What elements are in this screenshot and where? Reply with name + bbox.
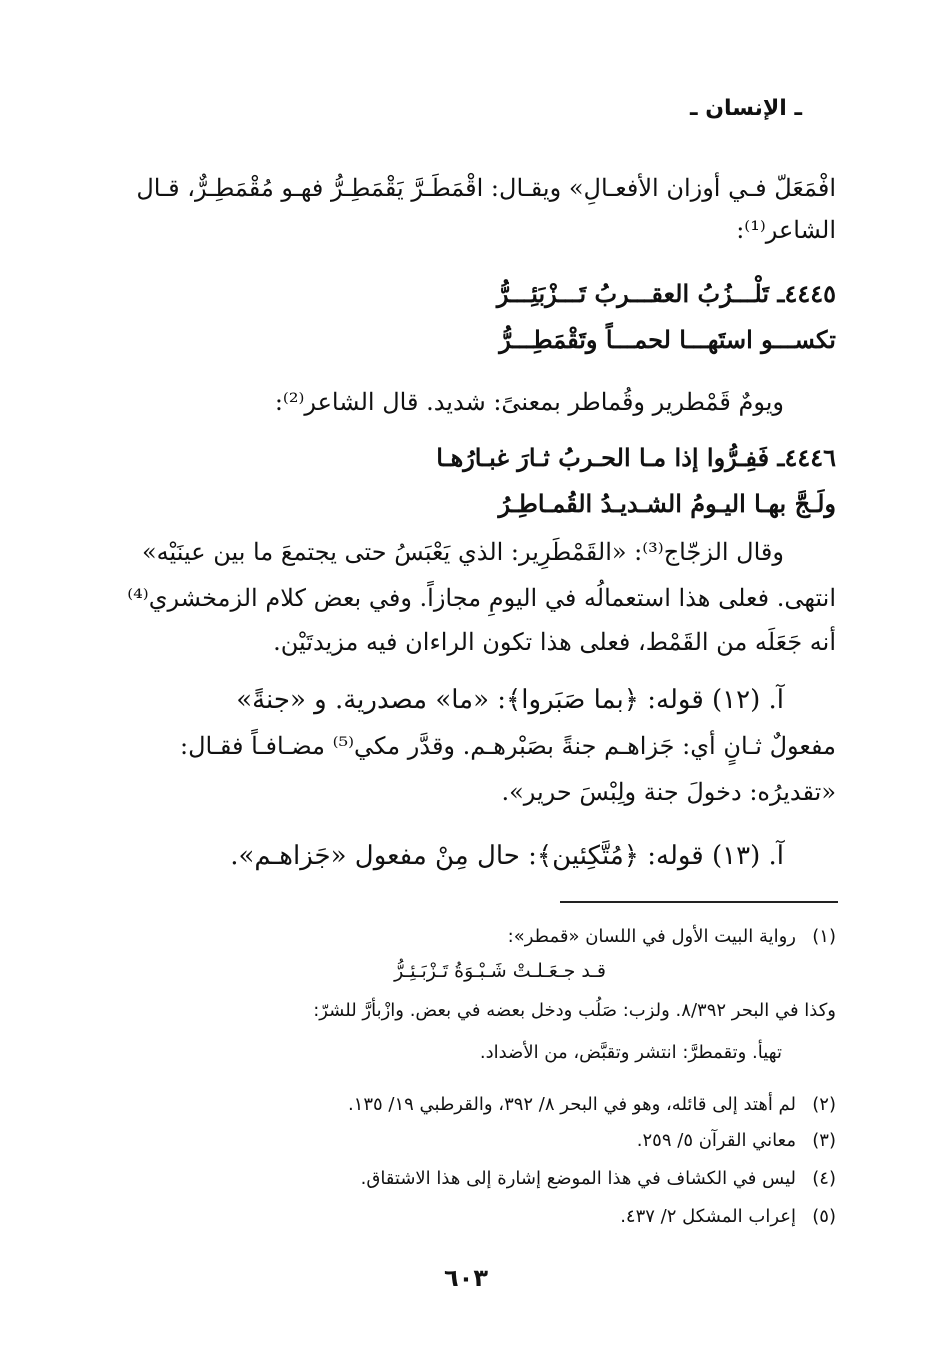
text-line: ويومٌ قَمْطرير وقُماطر بمعنىً: شديد. قال الشاعر⁽²⁾: xyxy=(274,388,784,416)
footnote xyxy=(508,924,836,950)
text-line: الشاعر⁽¹⁾: xyxy=(736,216,836,244)
footnote xyxy=(361,1166,836,1192)
footnote-text: معاني القرآن ٥/ ٢٥٩. xyxy=(636,1130,796,1151)
text-line: مفعولٌ ثـانٍ أي: جَزاهـم جنةً بصَبْرهـم. وقدَّر مكي⁽⁵⁾ مضـافـاً فقـال: xyxy=(180,732,836,760)
footnote-text: لم أهتد إلى قائله، وهو في البحر ٨/ ٣٩٢، والقرطبي ١٩/ ١٣٥. xyxy=(347,1094,796,1115)
footnote-text: تهيأ. وتقمطرَّ: انتشر وتقبَّض، من الأضداد. xyxy=(479,1042,782,1063)
text-line: انتهى. فعلى هذا استعمالُه في اليومِ مجازاً. وفي بعض كلام الزمخشري⁽⁴⁾ xyxy=(127,584,836,612)
footnote-text: إعراب المشكل ٢/ ٤٣٧. xyxy=(620,1206,796,1227)
text-line: «تقديرُه: دخولَ جنة ولِبْسَ حرير». xyxy=(501,778,836,806)
footnote-number: (١) xyxy=(812,926,836,947)
poem-line: ٤٤٤٦ـ فَفِـرُّوا إذا مـا الحـربُ ثـارَ غبـارُهـا xyxy=(436,443,836,472)
footnote-number: (٢) xyxy=(812,1094,836,1115)
text-line: افْمَعَلّ فـي أوزان الأفعـالِ» ويقـال: اقْمَطَـرَّ يَقْمَطِـرُّ فهـو مُقْمَطِـرٌّ، قـال xyxy=(136,174,836,202)
verse-line: آ. (١٣) قوله: ﴿مُتَّكِئين﴾: حال مِنْ مفعول «جَزاهـم». xyxy=(230,841,784,871)
footnote-divider xyxy=(560,901,838,903)
footnote-number: (٥) xyxy=(812,1206,836,1227)
verse-line: آ. (١٢) قوله: ﴿بما صَبَروا﴾: «ما» مصدرية. و «جنةً» xyxy=(236,685,784,715)
footnote xyxy=(620,1204,836,1230)
text-line: أنه جَعَلَه من القَمْط، فعلى هذا تكون الراءان فيه مزيدتَيْن. xyxy=(273,628,836,656)
footnote-text: ليس في الكشاف في هذا الموضع إشارة إلى هذا الاشتقاق. xyxy=(360,1168,796,1189)
footnote-number: (٤) xyxy=(812,1168,836,1189)
footnote-text: رواية البيت الأول في اللسان «قمطر»: xyxy=(507,926,796,947)
footnote-text: وكذا في البحر ٨/٣٩٢. ولزب: صَلُب ودخل بعضه في بعض. وازْبأرَّ للشرّ: xyxy=(313,1000,836,1021)
text-line: وقال الزجّاج⁽³⁾: «القَمْطَرِير: الذي يَعْبَسُ حتى يجتمعَ ما بين عينَيْه» xyxy=(141,538,784,566)
page-number: ٦٠٣ xyxy=(444,1264,488,1292)
poem-line: تكســـو استَهـــا لحمـــاً وتَقْمَطِـــرُّ xyxy=(499,325,836,354)
page-header-title: ـ الإنسان ـ xyxy=(690,96,802,121)
footnote-number: (٣) xyxy=(812,1130,836,1151)
poem-line: ولَـجَّ بهـا اليـومُ الشـديـدُ القُمـاطِـرُ xyxy=(498,489,836,518)
footnote xyxy=(637,1128,836,1154)
poem-line: ٤٤٤٥ـ تَلْـــزُبُ العقـــربُ تَـــزْبَئِـــرُّ xyxy=(496,279,836,308)
footnote xyxy=(348,1092,836,1118)
footnote-verse: قـد جـعَـلـتْ شَـبْـوَةُ تَـزْبَـئِـرُّ xyxy=(394,960,606,982)
